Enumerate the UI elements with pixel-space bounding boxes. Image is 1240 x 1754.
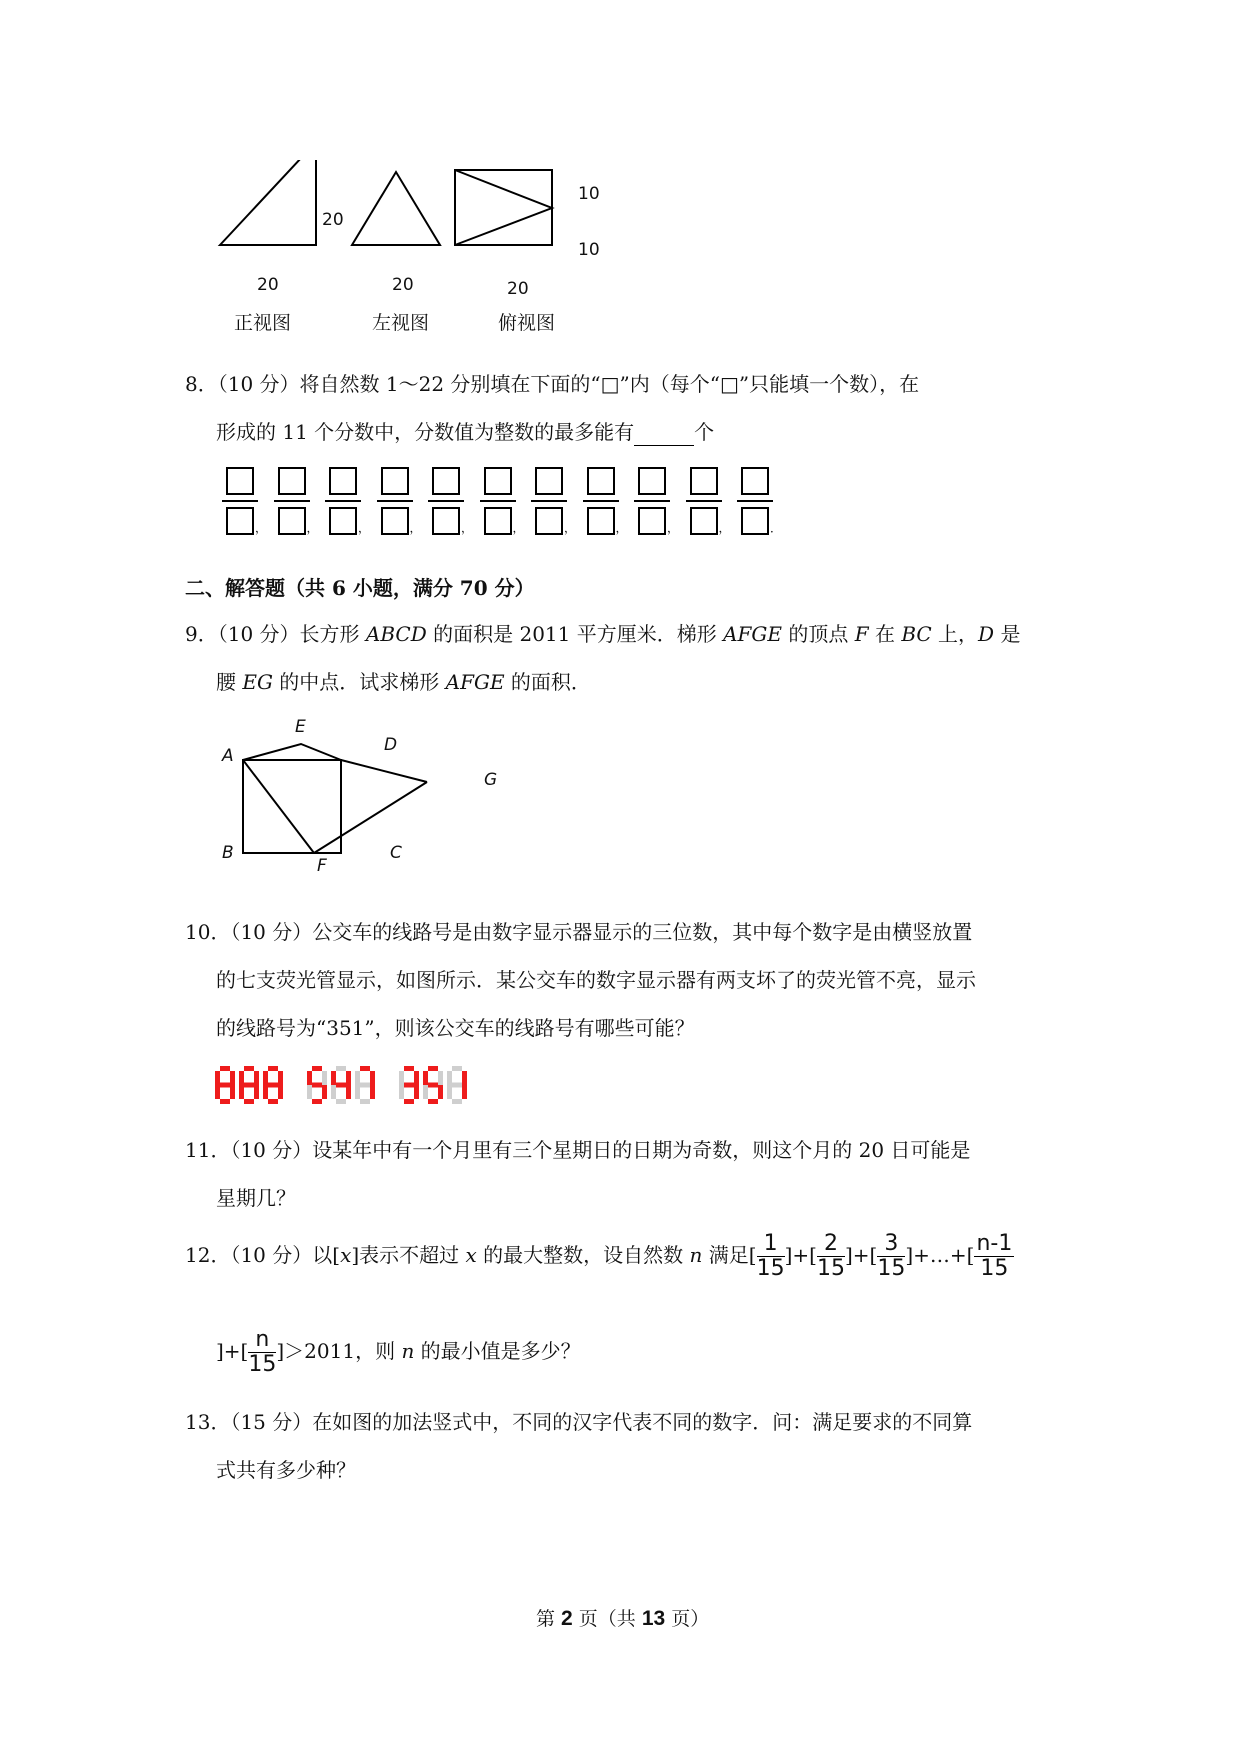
q10-line2: 的七支荧光管显示，如图所示．某公交车的数字显示器有两支坏了的荧光管不亮，显示 [216, 968, 976, 992]
segment-a [220, 1066, 230, 1071]
segment-g [244, 1083, 254, 1088]
segment-e [239, 1085, 244, 1099]
segment-b [346, 1071, 351, 1085]
label-f: F [317, 856, 327, 876]
segment-a [360, 1066, 370, 1071]
fraction-separator: ， [512, 521, 525, 535]
label-a: A [222, 746, 234, 766]
denominator: 15 [248, 1352, 277, 1377]
segment-a [244, 1066, 254, 1071]
numerator: 3 [877, 1232, 905, 1257]
segment-c [230, 1085, 235, 1099]
segment-d [220, 1099, 230, 1104]
segment-a [404, 1066, 414, 1071]
q12-text: ]+[ [784, 1243, 817, 1267]
top-view-side-lower-label: 10 [578, 240, 600, 260]
segment-d [244, 1099, 254, 1104]
page-footer [536, 1604, 709, 1631]
q12-var-x: x [340, 1243, 352, 1267]
segment-c [278, 1085, 283, 1099]
q9-text: 是 [994, 622, 1021, 646]
denominator-box[interactable] [432, 507, 460, 535]
numerator-box[interactable] [381, 467, 409, 495]
denominator: 15 [980, 1256, 1009, 1281]
q9-var-afge: AFGE [445, 670, 505, 694]
segment-af [243, 760, 314, 853]
segment-d [336, 1099, 346, 1104]
segment-b [462, 1071, 467, 1085]
segment-e [263, 1085, 268, 1099]
denominator-box[interactable] [587, 507, 615, 535]
segment-f [447, 1071, 452, 1085]
segment-b [414, 1071, 419, 1085]
denominator: 15 [816, 1256, 845, 1281]
q10-line1: 10．（10 分）公交车的线路号是由数字显示器显示的三位数，其中每个数字是由横竖放置 [185, 920, 973, 944]
segment-c [370, 1085, 375, 1099]
segment-g [268, 1083, 278, 1088]
page-number: 2 [561, 1607, 573, 1630]
q12-fraction-2 [817, 1232, 845, 1281]
fraction-separator: ， [615, 521, 628, 535]
fraction-separator: ， [255, 521, 268, 535]
fraction-separator: ， [409, 521, 422, 535]
q9-text: 的面积． [504, 670, 591, 694]
denominator-box[interactable] [690, 507, 718, 535]
segment-b [370, 1071, 375, 1085]
segment-a [336, 1066, 346, 1071]
q8-line2 [216, 418, 714, 446]
segment-e [423, 1085, 428, 1099]
digit-8 [239, 1066, 259, 1104]
segment-d [268, 1099, 278, 1104]
q12-text: 12．（10 分）以[ [185, 1243, 341, 1267]
q12-var-x: x [465, 1243, 477, 1267]
fraction-separator: ， [306, 521, 319, 535]
q12-text: ]+[ [216, 1339, 249, 1363]
q10-line3: 的线路号为“351”，则该公交车的线路号有哪些可能？ [216, 1016, 695, 1040]
segment-f [355, 1071, 360, 1085]
fraction-bar [737, 500, 773, 502]
q9-text: 的顶点 [781, 622, 855, 646]
footer-text: 第 [536, 1608, 562, 1630]
q9-var-abcd: ABCD [365, 622, 427, 646]
segment-d [312, 1099, 322, 1104]
fraction-bar [480, 500, 516, 502]
q8-line2-unit: 个 [694, 420, 715, 444]
digit-5 [307, 1066, 327, 1104]
numerator: 2 [817, 1232, 845, 1257]
q9-var-bc: BC [901, 622, 932, 646]
digit-5 [423, 1066, 443, 1104]
numerator: n-1 [976, 1231, 1013, 1256]
digit-8 [215, 1066, 235, 1104]
denominator-box[interactable] [329, 507, 357, 535]
left-view-caption: 左视图 [372, 312, 430, 334]
q12-line2 [216, 1324, 581, 1378]
numerator: 1 [757, 1232, 785, 1257]
numerator-box[interactable] [329, 467, 357, 495]
q12-fraction-3 [877, 1232, 905, 1281]
top-view-drawing [455, 170, 552, 245]
q11-line2: 星期几？ [216, 1186, 296, 1210]
segment-a [452, 1066, 462, 1071]
q12-var-n: n [401, 1339, 415, 1363]
numerator-box[interactable] [690, 467, 718, 495]
denominator-box[interactable] [484, 507, 512, 535]
rectangle-abcd [243, 760, 341, 853]
segment-d [404, 1099, 414, 1104]
fraction-bar [686, 500, 722, 502]
q13-line1: 13．（15 分）在如图的加法竖式中，不同的汉字代表不同的数字．问：满足要求的不同算 [185, 1410, 973, 1434]
segment-b [278, 1071, 283, 1085]
seven-segment-display [215, 1062, 475, 1108]
digit-7 [355, 1066, 375, 1104]
label-g: G [484, 770, 498, 790]
q9-var-f: F [854, 622, 869, 646]
section2-heading: 二、解答题（共 6 小题，满分 70 分） [185, 576, 535, 600]
fraction-separator: ， [461, 521, 474, 535]
page-total: 13 [641, 1607, 666, 1630]
segment-c [462, 1085, 467, 1099]
denominator-box[interactable] [278, 507, 306, 535]
front-view-drawing [220, 160, 316, 245]
fraction-bar [222, 500, 258, 502]
segment-e [355, 1085, 360, 1099]
segment-f [215, 1071, 220, 1085]
q9-var-eg: EG [242, 670, 273, 694]
segment-f [423, 1071, 428, 1085]
segment-f [263, 1071, 268, 1085]
label-c: C [390, 843, 402, 863]
denominator-box[interactable] [226, 507, 254, 535]
digit-3 [399, 1066, 419, 1104]
q9-text: 上， [931, 622, 979, 646]
q12-fraction-5 [248, 1328, 276, 1377]
numerator-box[interactable] [587, 467, 615, 495]
segment-f [307, 1071, 312, 1085]
q12-var-n: n [689, 1243, 703, 1267]
fraction-separator: ， [564, 521, 577, 535]
segment-e [331, 1085, 336, 1099]
q12-text: ]+…+[ [905, 1243, 975, 1267]
fraction-bar [274, 500, 310, 502]
footer-text: 页） [665, 1608, 710, 1630]
segment-d [360, 1099, 370, 1104]
segment-g [360, 1083, 370, 1088]
fraction-separator: ， [667, 521, 680, 535]
fraction-bar [531, 500, 567, 502]
q8-answer-blank[interactable] [634, 423, 694, 446]
denominator-box[interactable] [381, 507, 409, 535]
denominator-box[interactable] [535, 507, 563, 535]
digit-4 [331, 1066, 351, 1104]
denominator-box[interactable] [638, 507, 666, 535]
q9-line1 [185, 620, 1020, 648]
numerator-box[interactable] [432, 467, 460, 495]
segment-a [268, 1066, 278, 1071]
denominator: 15 [756, 1256, 785, 1281]
segment-c [438, 1085, 443, 1099]
numerator-box[interactable] [741, 467, 769, 495]
q9-trapezoid-figure [215, 710, 515, 870]
front-view-caption: 正视图 [234, 312, 292, 334]
left-view-bottom-label: 20 [392, 275, 414, 295]
fraction-bar [377, 500, 413, 502]
denominator-box[interactable] [741, 507, 769, 535]
fraction-bar [634, 500, 670, 502]
label-d: D [384, 735, 398, 755]
numerator-box[interactable] [484, 467, 512, 495]
digit-1 [447, 1066, 467, 1104]
segment-e [215, 1085, 220, 1099]
segment-e [307, 1085, 312, 1099]
q12-text: ]＞2011，则 [276, 1339, 402, 1363]
q12-fraction-4 [974, 1232, 1014, 1281]
segment-f [399, 1071, 404, 1085]
left-view-drawing [352, 172, 440, 245]
segment-b [322, 1071, 327, 1085]
numerator-box[interactable] [278, 467, 306, 495]
fraction-separator: ． [770, 521, 783, 535]
segment-g [336, 1083, 346, 1088]
segment-g [312, 1083, 322, 1088]
q12-text: ]表示不超过 [351, 1243, 466, 1267]
segment-dg [341, 760, 427, 782]
q11-line1: 11．（10 分）设某年中有一个月里有三个星期日的日期为奇数，则这个月的 20 日可能是 [185, 1138, 971, 1162]
front-view-bottom-label: 20 [257, 275, 279, 295]
segment-c [414, 1085, 419, 1099]
fraction-bar [428, 500, 464, 502]
three-views-figure [200, 160, 600, 270]
numerator-box[interactable] [226, 467, 254, 495]
q12-fraction-1 [757, 1232, 785, 1281]
segment-c [322, 1085, 327, 1099]
q12-text: ]+[ [844, 1243, 878, 1267]
q13-line2: 式共有多少种？ [216, 1458, 356, 1482]
segment-d [452, 1099, 462, 1104]
q9-text: 的中点．试求梯形 [272, 670, 446, 694]
segment-a [428, 1066, 438, 1071]
fraction-bar [325, 500, 361, 502]
numerator-box[interactable] [535, 467, 563, 495]
segment-g [220, 1083, 230, 1088]
segment-aed [243, 744, 341, 760]
segment-b [438, 1071, 443, 1085]
segment-e [447, 1085, 452, 1099]
q9-var-d: D [978, 622, 995, 646]
segment-g [452, 1083, 462, 1088]
numerator: n [248, 1328, 276, 1353]
q9-text: 9．（10 分）长方形 [185, 622, 366, 646]
top-view-bottom-label: 20 [507, 279, 529, 299]
segment-gf [314, 782, 427, 853]
q9-var-afge: AFGE [723, 622, 782, 646]
q12-text: 的最小值是多少？ [414, 1339, 581, 1363]
fraction-separator: ， [358, 521, 371, 535]
segment-f [331, 1071, 336, 1085]
q12-line1 [185, 1228, 1014, 1282]
segment-g [428, 1083, 438, 1088]
segment-e [399, 1085, 404, 1099]
segment-c [254, 1085, 259, 1099]
segment-f [239, 1071, 244, 1085]
q8-line2-text: 形成的 11 个分数中，分数值为整数的最多能有 [216, 420, 635, 444]
segment-c [346, 1085, 351, 1099]
denominator: 15 [877, 1256, 906, 1281]
label-e: E [295, 717, 306, 737]
segment-b [230, 1071, 235, 1085]
q8-line1: 8．（10 分）将自然数 1～22 分别填在下面的“□”内（每个“□”只能填一个数），在 [185, 372, 920, 396]
q9-text: 腰 [216, 670, 243, 694]
segment-g [404, 1083, 414, 1088]
q12-text: 的最大整数，设自然数 [476, 1243, 690, 1267]
q9-text: 在 [868, 622, 902, 646]
numerator-box[interactable] [638, 467, 666, 495]
q9-text: 的面积是 2011 平方厘米．梯形 [426, 622, 724, 646]
label-b: B [222, 843, 234, 863]
fraction-bar [583, 500, 619, 502]
top-view-side-upper-label: 10 [578, 184, 600, 204]
footer-text: 页（共 [572, 1608, 642, 1630]
q9-line2 [216, 668, 591, 696]
digit-8 [263, 1066, 283, 1104]
q12-text: 满足[ [702, 1243, 757, 1267]
front-view-side-label: 20 [322, 210, 344, 230]
top-view-caption: 俯视图 [498, 312, 556, 334]
segment-d [428, 1099, 438, 1104]
fraction-separator: ， [718, 521, 731, 535]
segment-b [254, 1071, 259, 1085]
segment-a [312, 1066, 322, 1071]
